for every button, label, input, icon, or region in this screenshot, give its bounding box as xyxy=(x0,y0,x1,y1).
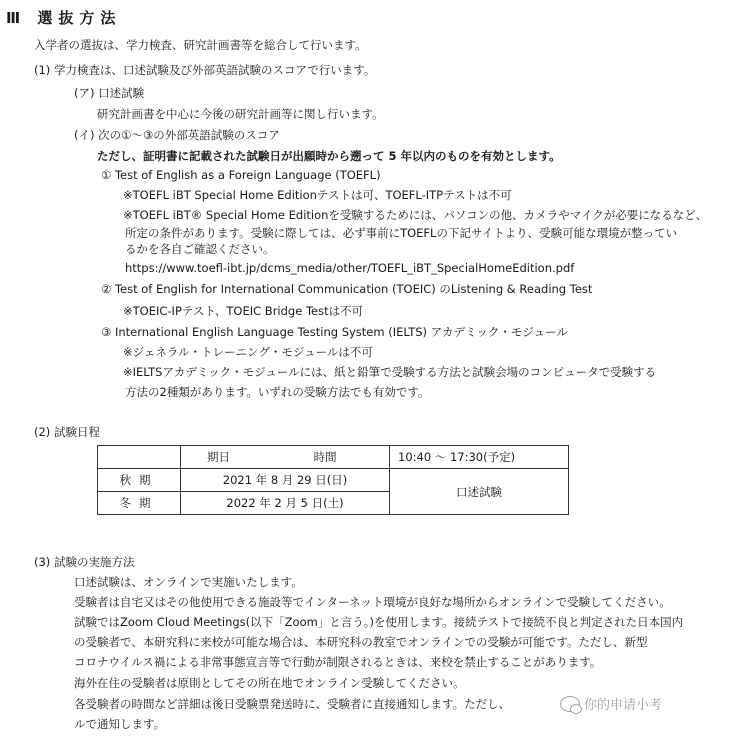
toefl-note2-line1: ※TOEFL iBT® Special Home Editionを受験するためには、パソコンの他、カメラやマイクが必要になるなど、 xyxy=(123,208,708,222)
section-heading: Ⅲ 選抜方法 xyxy=(6,9,122,27)
toefl-note2-line3: るかを各自ご確認ください。 xyxy=(125,242,275,256)
table-header-date-time xyxy=(181,446,390,469)
item2-label: (2) 試験日程 xyxy=(34,425,100,439)
toeic-title: ② Test of English for International Communication (TOEIC) のListening & Reading Test xyxy=(101,282,593,296)
ielts-title: ③ International English Language Testing System (IELTS) アカデミック・モジュール xyxy=(101,325,568,339)
date-cell: 2022 年 2 月 5 日(土) xyxy=(181,492,390,515)
table-row xyxy=(98,469,569,492)
intro-text: 入学者の選抜は、学力検査、研究計画書等を総合して行います。 xyxy=(34,38,367,52)
method-line: 口述試験は、オンラインで実施いたします。 xyxy=(74,575,303,589)
exam-type-cell: 口述試験 xyxy=(390,469,569,515)
ielts-note2-line2: 方法の2種類があります。いずれの受験方法でも有効です。 xyxy=(125,385,430,399)
method-line: 試験ではZoom Cloud Meetings(以下「Zoom」と言う。)を使用します。接続テストで接続不良と判定された日本国内 xyxy=(74,615,684,629)
header-date: 期日 xyxy=(207,450,230,464)
item1-label: (1) 学力検査は、口述試験及び外部英語試験のスコアで行います。 xyxy=(34,63,376,77)
ielts-note1: ※ジェネラル・トレーニング・モジュールは不可 xyxy=(123,345,373,359)
item3-label: (3) 試験の実施方法 xyxy=(34,555,135,569)
watermark xyxy=(560,694,662,713)
term-cell: 冬期 xyxy=(98,492,181,515)
header-time: 時間 xyxy=(313,450,337,464)
date-cell: 2021 年 8 月 29 日(日) xyxy=(181,469,390,492)
method-line: ルで通知します。 xyxy=(74,717,166,731)
table-header-row xyxy=(98,446,569,469)
chat-bubble-icon xyxy=(560,696,580,712)
ielts-note2-line1: ※IELTSアカデミック・モジュールには、紙と鉛筆で受験する方法と試験会場のコンピュータで受験する xyxy=(123,365,657,379)
oral-exam-title: (ア) 口述試験 xyxy=(74,86,145,100)
toefl-note1: ※TOEFL iBT Special Home Editionテストは可、TOEFL-ITPテストは不可 xyxy=(123,188,512,202)
method-line: 海外在住の受験者は原則としてその所在地でオンライン受験してください。 xyxy=(74,676,465,690)
time-value: 10:40 ～ 17:30(予定) xyxy=(390,446,569,469)
validity-note: ただし、証明書に記載された試験日が出願時から遡って 5 年以内のものを有効とします。 xyxy=(97,149,561,163)
toefl-note2-line2: 所定の条件があります。受験に際しては、必ず事前にTOEFLの下記サイトより、受験可能な環境が整ってい xyxy=(125,226,678,240)
toefl-title: ① Test of English as a Foreign Language (TOEFL) xyxy=(101,168,381,182)
method-line: 受験者は自宅又はその他使用できる施設等でインターネット環境が良好な場所からオンラインで受験してください。 xyxy=(74,595,671,609)
toefl-url[interactable]: https://www.toefl-ibt.jp/dcms_media/other/TOEFL_iBT_SpecialHomeEdition.pdf xyxy=(125,261,575,275)
schedule-table xyxy=(97,445,569,515)
term-cell: 秋期 xyxy=(98,469,181,492)
method-line: 各受験者の時間など詳細は後日受験票発送時に、受験者に直接通知します。ただし、 xyxy=(74,697,511,711)
english-test-title: (イ) 次の①～③の外部英語試験のスコア xyxy=(74,128,280,142)
watermark-text: 你的申请小考 xyxy=(584,698,663,713)
method-line: の受験者で、本研究科に来校が可能な場合は、本研究科の教室でオンラインでの受験が可能です。ただし、新型 xyxy=(74,635,648,649)
toeic-note: ※TOEIC-IPテスト、TOEIC Bridge Testは不可 xyxy=(123,304,364,318)
method-line: コロナウイルス禍による非常事態宣言等で行動が制限されるときは、来校を禁止することがあります。 xyxy=(74,655,602,669)
table-corner-cell xyxy=(98,446,181,469)
oral-exam-text: 研究計画書を中心に今後の研究計画等に関し行います。 xyxy=(97,107,384,121)
